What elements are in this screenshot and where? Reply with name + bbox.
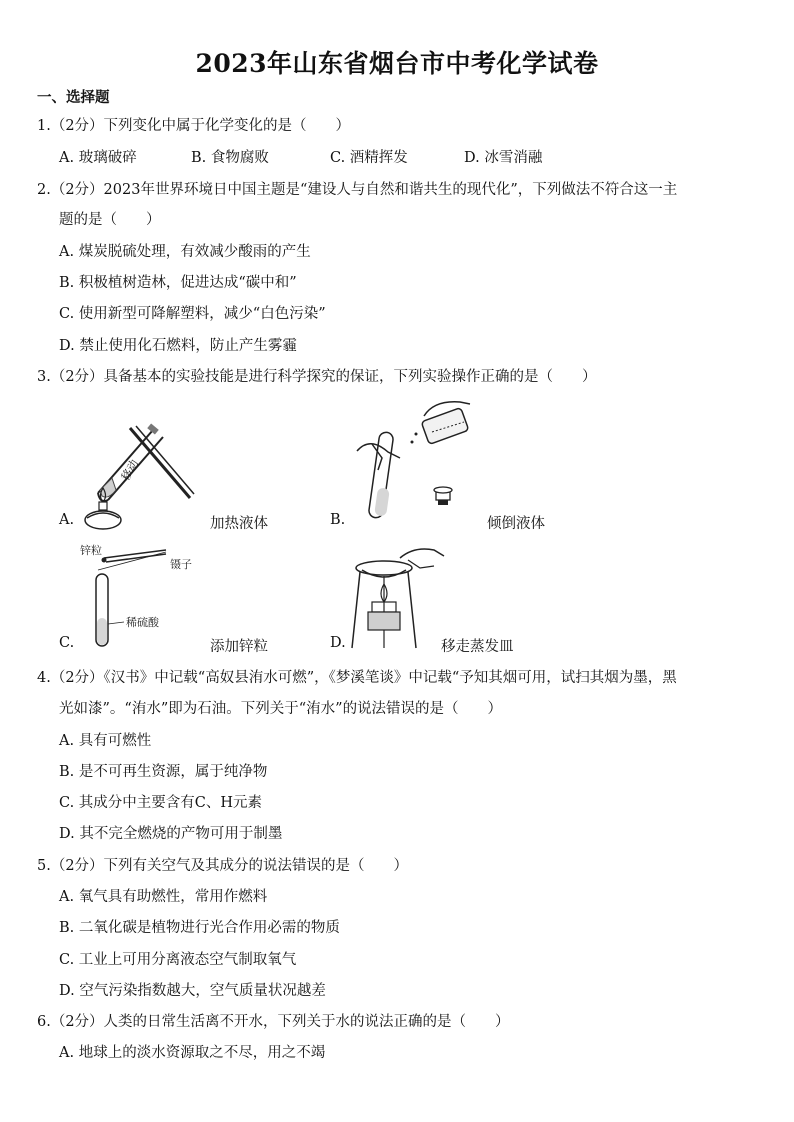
q5-option-d[interactable]: D. 空气污染指数越大，空气质量状况越差 bbox=[59, 983, 326, 999]
q1-option-d[interactable]: D. 冰雪消融 bbox=[464, 150, 543, 166]
label-tweezers: 镊子 bbox=[170, 558, 192, 571]
section-heading: 一、选择题 bbox=[37, 89, 110, 106]
figure-a-letter[interactable]: A. bbox=[59, 512, 75, 528]
q2-option-c[interactable]: C. 使用新型可降解塑料，减少“白色污染” bbox=[59, 306, 326, 322]
label-dilute-sulfuric-acid: 稀硫酸 bbox=[126, 616, 159, 629]
figure-d-removing-dish bbox=[348, 542, 448, 652]
figure-d-caption: 移走蒸发皿 bbox=[441, 639, 514, 655]
q2-option-b[interactable]: B. 积极植树造林，促进达成“碳中和” bbox=[59, 275, 297, 291]
q1-option-a[interactable]: A. 玻璃破碎 bbox=[59, 150, 137, 166]
q1-option-c[interactable]: C. 酒精挥发 bbox=[330, 150, 408, 166]
figure-b-caption: 倾倒液体 bbox=[487, 516, 545, 532]
q4-option-b[interactable]: B. 是不可再生资源，属于纯净物 bbox=[59, 764, 268, 780]
q5-option-a[interactable]: A. 氧气具有助燃性，常用作燃料 bbox=[59, 889, 268, 905]
label-zinc: 锌粒 bbox=[80, 544, 102, 557]
figure-c-letter[interactable]: C. bbox=[59, 635, 75, 651]
question-6-stem: 6.（2分）人类的日常生活离不开水，下列关于水的说法正确的是（ ） bbox=[37, 1014, 510, 1030]
q6-option-a[interactable]: A. 地球上的淡水资源取之不尽，用之不竭 bbox=[59, 1045, 326, 1061]
question-4-stem-cont: 光如漆”。“洧水”即为石油。下列关于“洧水”的说法错误的是（ ） bbox=[59, 701, 503, 717]
q2-option-a[interactable]: A. 煤炭脱硫处理，有效减少酸雨的产生 bbox=[59, 244, 311, 260]
q4-option-d[interactable]: D. 其不完全燃烧的产物可用于制墨 bbox=[59, 826, 283, 842]
figure-d-letter[interactable]: D. bbox=[330, 635, 346, 651]
question-1-stem: 1.（2分）下列变化中属于化学变化的是（ ） bbox=[37, 118, 351, 134]
question-2-stem: 2.（2分）2023年世界环境日中国主题是“建设人与自然和谐共生的现代化”，下列做法不符合这一主 bbox=[37, 182, 678, 198]
figure-c-adding-zinc bbox=[78, 540, 198, 650]
figure-c-caption: 添加锌粒 bbox=[210, 639, 268, 655]
question-4-stem: 4.（2分）《汉书》中记载“高奴县洧水可燃”，《梦溪笔谈》中记载“予知其烟可用，试扫其烟为墨，黑 bbox=[37, 670, 677, 686]
q2-option-d[interactable]: D. 禁止使用化石燃料，防止产生雾霾 bbox=[59, 338, 297, 354]
figure-a-caption: 加热液体 bbox=[210, 516, 268, 532]
question-5-stem: 5.（2分）下列有关空气及其成分的说法错误的是（ ） bbox=[37, 858, 409, 874]
q1-option-b[interactable]: B. 食物腐败 bbox=[191, 150, 269, 166]
q5-option-c[interactable]: C. 工业上可用分离液态空气制取氧气 bbox=[59, 952, 297, 968]
figure-b-pouring-liquid bbox=[352, 396, 482, 531]
q5-option-b[interactable]: B. 二氧化碳是植物进行光合作用必需的物质 bbox=[59, 920, 340, 936]
figure-b-letter[interactable]: B. bbox=[330, 512, 346, 528]
page-title: 2023年山东省烟台市中考化学试卷 bbox=[195, 49, 599, 78]
q4-option-a[interactable]: A. 具有可燃性 bbox=[59, 733, 152, 749]
figure-a-heating-liquid bbox=[78, 418, 198, 533]
question-3-stem: 3.（2分）具备基本的实验技能是进行科学探究的保证，下列实验操作正确的是（ ） bbox=[37, 369, 597, 385]
question-2-stem-cont: 题的是（ ） bbox=[59, 212, 161, 228]
q4-option-c[interactable]: C. 其成分中主要含有C、H元素 bbox=[59, 795, 263, 811]
label-move: 移动 bbox=[118, 457, 142, 483]
